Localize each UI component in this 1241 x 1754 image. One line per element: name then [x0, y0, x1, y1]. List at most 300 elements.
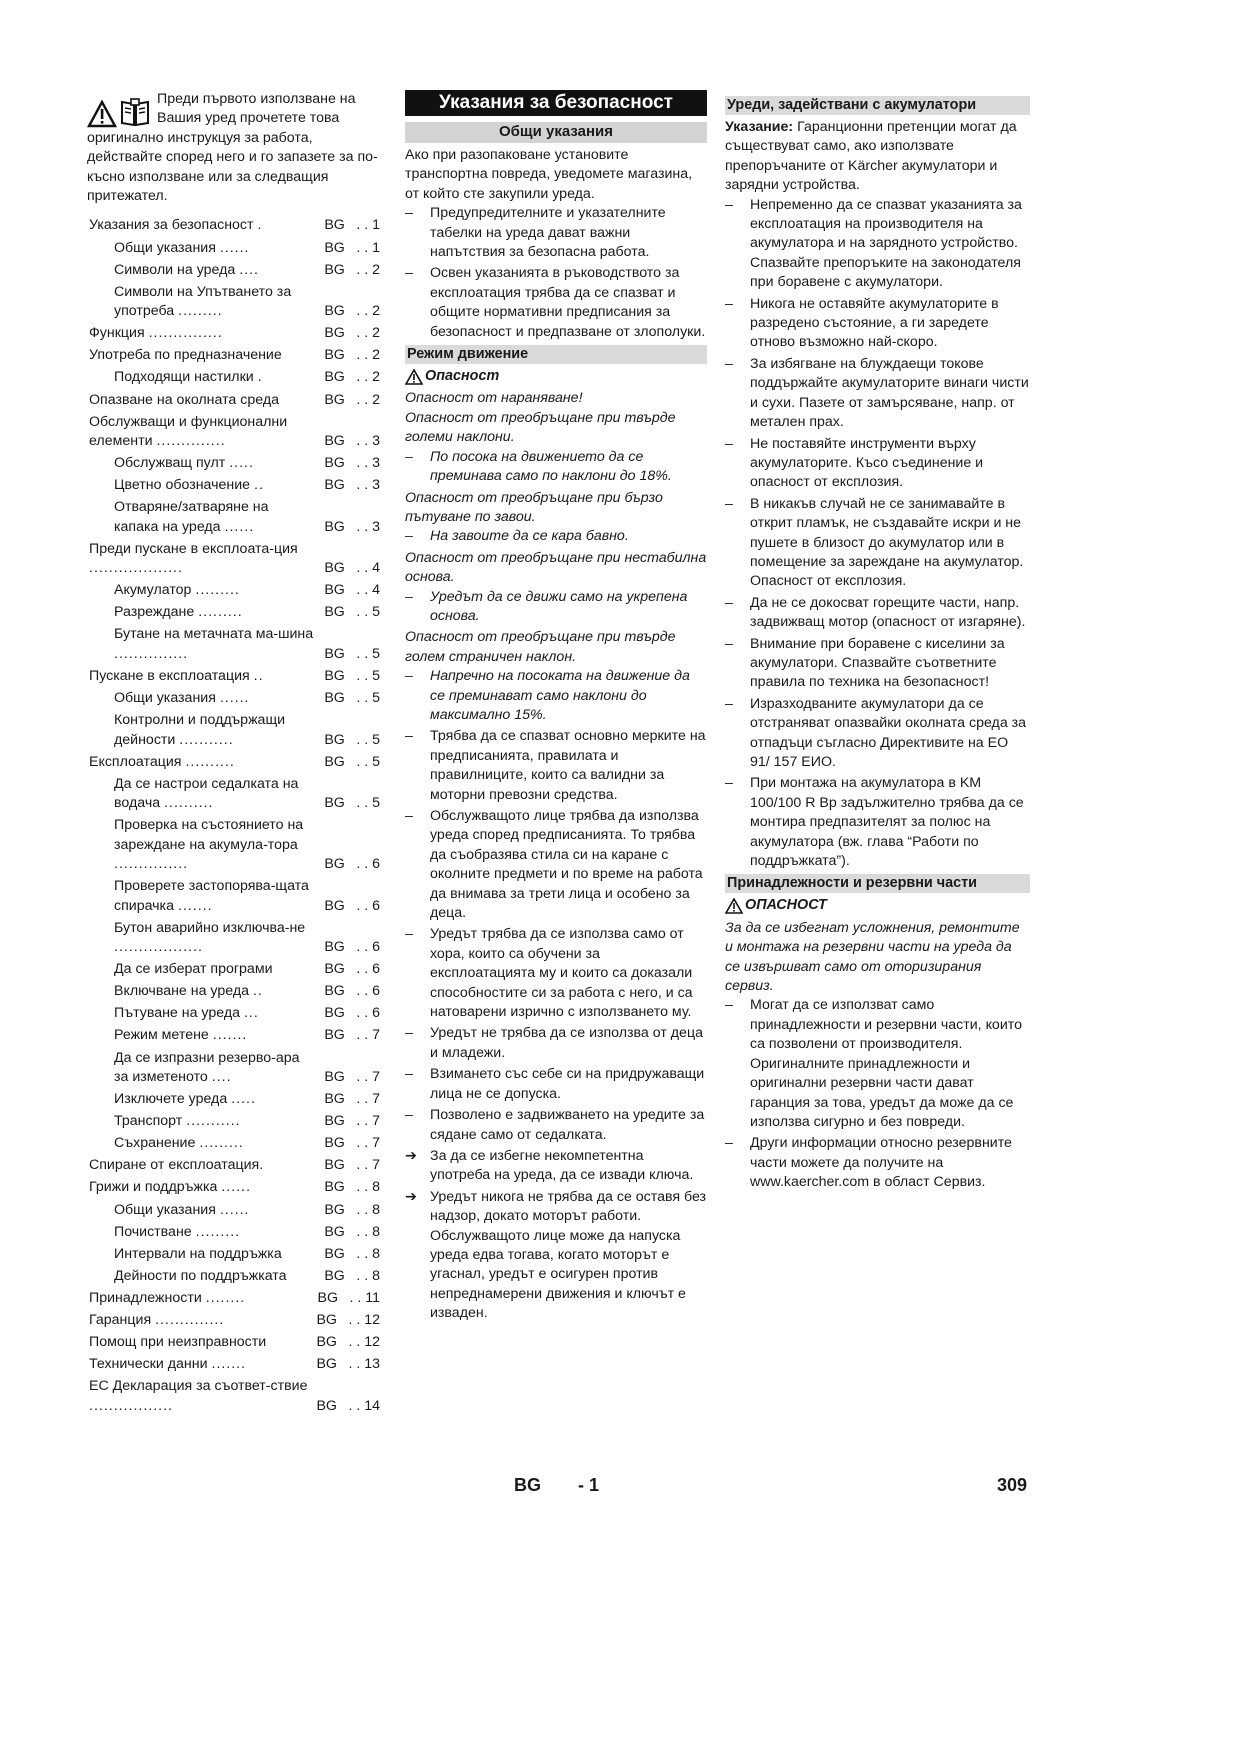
toc-entry-lang: BG: [324, 795, 345, 812]
toc-entry-ref: BG . . 2: [324, 368, 380, 387]
toc-entry-page: 4: [372, 560, 380, 577]
toc-entry-title: [114, 498, 316, 537]
toc-entry-title: [114, 982, 316, 1001]
parts-danger-label: ОПАСНОСТ: [745, 897, 827, 914]
dash-marker: –: [725, 196, 733, 213]
toc-entry-lang: BG: [324, 433, 345, 449]
toc-entry-dots: ...: [243, 1005, 259, 1022]
dash-marker: –: [405, 265, 413, 282]
toc-entry-dots: ......: [219, 1201, 250, 1218]
toc-entry-title: [89, 1355, 316, 1374]
toc-entry-text: Обслужващи и функционални елементи: [89, 413, 288, 449]
list-item: [725, 295, 1030, 353]
list-item-text: Позволено е задвижването на уредите за сядане само от седалката.: [430, 1107, 705, 1143]
list-item-text: Взимането със себе си на придружаващи лица не се допуска.: [430, 1066, 705, 1102]
toc-entry-ref: BG . . 8: [324, 1223, 380, 1242]
toc-entry: [89, 919, 384, 958]
toc-entry-page: 4: [372, 582, 380, 599]
toc-entry: [89, 1267, 384, 1286]
toc-entry-lang: BG: [324, 667, 345, 684]
toc-entry-page: 6: [372, 856, 380, 873]
toc-entry: [89, 1112, 384, 1131]
list-item-text: Уредът никога не трябва да се оставя без надзор, докато моторът работи. Обслужващото лице може да напуска уреда едва тогава, когато моторът е угаснал, уредът е осигурен против непреднамерени движения и ключът е изваден.: [430, 1188, 707, 1322]
toc-entry-text: Включване на уреда: [114, 983, 250, 1000]
toc-entry: [89, 1178, 384, 1197]
toc-entry: [89, 1049, 384, 1088]
toc-entry-page: 11: [365, 1289, 380, 1306]
toc-entry-dots: .........: [178, 303, 223, 320]
dash-marker: –: [725, 775, 733, 792]
toc-entry-dots: ..: [254, 477, 264, 494]
parts-heading: Принадлежности и резервни части: [725, 874, 1030, 893]
toc-entry-text: Пътуване на уреда: [114, 1005, 240, 1022]
toc-entry-lang: BG: [324, 1005, 345, 1022]
toc-entry-ref: BG . . 12: [316, 1311, 380, 1330]
danger-text: Опасност от преобръщане при твърде голем страничен наклон.: [405, 629, 676, 665]
toc-entry-dots: .......: [211, 1356, 247, 1373]
toc-entry-title: [114, 775, 316, 814]
toc-entry-text: Изключете уреда: [114, 1091, 228, 1108]
danger-list-item: [405, 667, 707, 725]
toc-entry-lang: BG: [324, 604, 345, 621]
dash-marker: –: [405, 1025, 413, 1042]
toc-entry-page: 6: [372, 939, 380, 956]
toc-entry-page: 5: [372, 731, 380, 748]
list-item-text: Непременно да се спазват указанията за експлоатация на производителя на акумулатора и на зарядното устройство. Спазвайте препоръките на законодателя при боравене с акумулатори.: [750, 196, 1022, 291]
toc-entry-ref: BG . . 13: [316, 1355, 380, 1374]
toc-entry-ref: BG . . 8: [324, 1267, 380, 1286]
toc-entry-text: Подходящи настилки: [114, 369, 254, 386]
toc-entry-title: [114, 919, 316, 958]
toc-entry-page: 1: [372, 217, 380, 234]
toc-entry-dots: .......: [212, 1027, 248, 1044]
toc-entry-ref: BG . . 7: [324, 1134, 380, 1153]
toc-entry-page: 14: [364, 1397, 380, 1414]
dash-marker: –: [405, 728, 413, 745]
toc-entry-text: Спиране от експлоатация.: [89, 1157, 264, 1174]
toc-entry-dots: ....: [239, 261, 259, 278]
toc-entry-dots: ........: [205, 1289, 246, 1306]
toc-entry-dots: ...................: [89, 560, 183, 577]
dash-marker: –: [725, 635, 733, 652]
toc-entry-dots: ..........: [164, 795, 214, 812]
toc-entry-dots: ......: [219, 690, 250, 707]
footer-page-ref: - 1: [578, 1475, 600, 1495]
toc-entry-ref: BG . . 4: [324, 581, 380, 600]
toc-entry-page: 2: [372, 325, 380, 342]
toc-entry: [89, 540, 384, 579]
toc-entry-dots: ..................: [114, 939, 203, 956]
table-of-contents: [89, 216, 384, 1416]
toc-entry-dots: .................: [89, 1397, 174, 1414]
toc-entry-dots: .........: [198, 604, 243, 621]
list-item-text: За да се избегне некомпетентна употреба на уреда, да се извади ключа.: [430, 1147, 694, 1184]
toc-entry-page: 8: [372, 1179, 380, 1196]
list-item: [725, 594, 1030, 633]
toc-entry: [89, 391, 384, 410]
toc-entry-lang: BG: [324, 582, 345, 599]
toc-entry-page: 5: [372, 795, 380, 812]
toc-entry-ref: BG . . 2: [324, 346, 380, 365]
dash-marker: –: [405, 1066, 413, 1083]
list-item-text: Никога не оставяйте акумулаторите в разредено състояние, а ги заредете отново възможно най-скоро.: [750, 295, 999, 351]
danger-text: Опасност от преобръщане при бързо пътуване по завои.: [405, 489, 663, 525]
toc-entry-page: 13: [364, 1356, 380, 1373]
toc-entry-ref: BG . . 3: [324, 476, 380, 495]
dash-marker: –: [725, 594, 733, 611]
arrow-list: [405, 1147, 707, 1324]
list-item: [405, 1188, 707, 1324]
battery-items-list: [725, 196, 1030, 872]
toc-entry-lang: BG: [324, 1179, 345, 1196]
toc-entry-text: Гаранция: [89, 1311, 152, 1328]
danger-list-item: [405, 448, 707, 487]
list-item: [405, 807, 707, 923]
toc-entry-text: Функция: [89, 325, 145, 342]
rules-list: [405, 727, 707, 1145]
toc-entry-ref: BG . . 14: [316, 1397, 380, 1416]
toc-entry-page: 7: [372, 1027, 380, 1044]
toc-entry-ref: BG . . 6: [324, 982, 380, 1001]
toc-entry-text: Общи указания: [114, 690, 216, 707]
toc-entry: [89, 454, 384, 473]
note-label: Указание:: [725, 119, 794, 135]
toc-entry-dots: ......: [219, 239, 250, 256]
toc-entry-page: 6: [372, 983, 380, 1000]
toc-entry-page: 1: [372, 239, 380, 256]
toc-entry-lang: BG: [324, 518, 345, 535]
toc-entry-page: 12: [364, 1311, 380, 1328]
toc-entry-page: 5: [372, 645, 380, 662]
toc-entry-lang: BG: [324, 477, 345, 494]
toc-entry-lang: BG: [324, 645, 345, 662]
toc-entry-dots: .: [257, 217, 263, 234]
toc-entry-title: [114, 454, 316, 473]
toc-entry-page: 3: [372, 477, 380, 494]
toc-entry-ref: BG . . 7: [324, 1026, 380, 1045]
arrow-icon: ➔: [405, 1188, 417, 1205]
toc-entry-text: Общи указания: [114, 1201, 216, 1218]
manual-book-icon: [119, 98, 151, 128]
toc-entry-dots: ...............: [148, 325, 223, 342]
toc-entry-dots: ..........: [185, 753, 235, 770]
toc-entry-ref: BG . . 5: [324, 645, 380, 664]
toc-entry-dots: ......: [221, 1179, 252, 1196]
toc-entry-text: Разреждане: [114, 604, 195, 621]
toc-entry-page: 7: [372, 1068, 380, 1085]
toc-entry-title: [89, 540, 316, 579]
toc-entry-lang: BG: [324, 1267, 345, 1284]
toc-entry-text: Да се настрои седалката на водача: [114, 775, 299, 812]
dash-marker: –: [405, 808, 413, 824]
toc-entry-lang: BG: [324, 939, 345, 956]
battery-note: [725, 118, 1030, 196]
danger-heading: [405, 367, 707, 386]
toc-entry-text: ЕС Декларация за съответ-ствие: [89, 1378, 308, 1395]
toc-entry-page: 8: [372, 1267, 380, 1284]
toc-entry: [89, 982, 384, 1001]
toc-entry-title: [114, 1004, 316, 1023]
toc-entry-ref: BG . . 6: [324, 897, 380, 916]
toc-entry-title: [114, 1026, 316, 1045]
toc-entry-title: [114, 711, 316, 750]
dash-marker: –: [725, 1135, 733, 1152]
list-item-text: Изразходваните акумулатори да се отстраняват опазвайки околната среда за отпадъци съгласно Директивите на ЕО 91/ 157 ЕИО.: [750, 695, 1027, 770]
dash-marker: –: [405, 588, 413, 605]
toc-entry-title: [89, 753, 316, 772]
toc-entry-lang: BG: [324, 1223, 345, 1240]
dash-marker: –: [725, 495, 733, 512]
list-item-text: Внимание при боравене с киселини за акумулатори. Спазвайте съответните правила по техника на безопасност!: [750, 635, 1005, 691]
toc-entry-lang: BG: [324, 856, 345, 873]
toc-entry-ref: BG . . 12: [316, 1333, 380, 1352]
toc-entry-lang: BG: [316, 1397, 337, 1414]
toc-entry-page: 7: [372, 1157, 380, 1174]
toc-entry-title: [114, 877, 316, 916]
list-item-text: Не поставяйте инструменти върху акумулаторите. Късо съединение и опасност от експлозия.: [750, 435, 984, 491]
list-item: [725, 196, 1030, 293]
list-item: [725, 695, 1030, 773]
section-title-safety: Указания за безопасност: [405, 90, 707, 116]
toc-entry-dots: ...............: [114, 856, 189, 873]
toc-entry-title: [89, 216, 316, 235]
toc-entry-lang: BG: [324, 303, 345, 320]
toc-entry: [89, 1245, 384, 1264]
toc-entry: [89, 753, 384, 772]
toc-entry-text: Да се изберат програми: [114, 961, 273, 978]
dash-marker: –: [405, 528, 413, 545]
toc-entry-ref: BG . . 2: [324, 261, 380, 280]
toc-entry-page: 7: [372, 1091, 380, 1108]
toc-entry-ref: BG . . 2: [324, 302, 380, 321]
intro-block: [87, 90, 384, 206]
dash-marker: –: [405, 926, 413, 943]
toc-entry-dots: ....: [211, 1068, 232, 1085]
warning-triangle-icon: [87, 100, 117, 128]
toc-entry-ref: BG . . 2: [324, 391, 380, 410]
toc-entry-text: Употреба по предназначение: [89, 347, 282, 364]
toc-entry-lang: BG: [324, 690, 345, 707]
list-item-text: Други информации относно резервните части можете да получите на www.kaercher.com в област Сервиз.: [750, 1135, 1012, 1191]
toc-entry-ref: BG . . 11: [317, 1289, 380, 1308]
danger-text: Опасност от нараняване!: [405, 390, 583, 407]
toc-entry: [89, 816, 384, 874]
general-notes-heading: Общи указания: [405, 122, 707, 143]
toc-entry: [89, 689, 384, 708]
toc-entry-ref: BG . . 6: [324, 855, 380, 874]
toc-entry-dots: .........: [195, 1223, 241, 1240]
toc-entry-text: Съхранение: [114, 1135, 196, 1152]
list-item: [405, 264, 707, 342]
toc-entry-title: [114, 960, 316, 979]
toc-entry-text: Проверка на състоянието на зареждане на акумула-тора: [114, 817, 304, 853]
toc-entry-page: 2: [372, 261, 380, 278]
toc-entry: [89, 711, 384, 750]
toc-entry-lang: BG: [324, 983, 345, 1000]
toc-entry-lang: BG: [324, 897, 345, 914]
toc-entry-ref: BG . . 6: [324, 938, 380, 957]
toc-entry-ref: BG . . 5: [324, 603, 380, 622]
toc-entry: [89, 1311, 384, 1330]
toc-entry-title: [89, 413, 316, 452]
list-item-text: Предупредителните и указателните табелки на уреда дават важни напътствия за безопасна работа.: [430, 205, 666, 261]
list-item-text: Да не се докосват горещите части, напр. задвижващ мотор (опасност от изгаряне).: [750, 594, 1026, 631]
danger-label: Опасност: [425, 368, 500, 385]
toc-entry-dots: ..: [253, 667, 264, 684]
danger-text: Опасност от преобръщане при нестабилна основа.: [405, 549, 707, 586]
toc-entry-title: [89, 1377, 316, 1416]
toc-entry-ref: BG . . 8: [324, 1178, 380, 1197]
danger-list-item: [405, 588, 707, 627]
toc-entry-title: [114, 1090, 316, 1109]
toc-entry-title: [89, 1333, 316, 1352]
toc-entry-page: 8: [372, 1201, 380, 1218]
toc-entry-ref: BG . . 3: [324, 454, 380, 473]
dash-marker: –: [405, 1107, 413, 1124]
toc-entry-lang: BG: [324, 961, 345, 978]
dash-marker: –: [725, 355, 733, 372]
toc-entry-page: 8: [372, 1245, 380, 1262]
list-item: [725, 495, 1030, 592]
dash-marker: –: [725, 997, 733, 1014]
dash-marker: –: [725, 695, 733, 712]
toc-entry-title: [89, 391, 316, 410]
toc-entry-lang: BG: [316, 1311, 337, 1328]
toc-entry-title: [89, 667, 316, 686]
toc-entry-lang: BG: [324, 261, 345, 278]
toc-entry-page: 6: [372, 1005, 380, 1022]
list-item-text: Освен указанията в ръководството за експлоатация трябва да се спазват и общите нормативни предписания за безопасност и предпазване от злополуки.: [430, 265, 706, 340]
list-item: [405, 1147, 707, 1186]
toc-entry: [89, 283, 384, 322]
toc-entry-title: [114, 581, 316, 600]
toc-entry-page: 2: [372, 347, 380, 364]
toc-entry-text: Контролни и поддържащи дейности: [114, 712, 286, 748]
toc-entry-title: [114, 1267, 316, 1286]
general-items-list: [405, 204, 707, 342]
toc-entry-ref: BG . . 5: [324, 794, 380, 813]
toc-entry-page: 3: [372, 518, 380, 535]
toc-entry: [89, 261, 384, 280]
toc-entry: [89, 346, 384, 365]
toc-entry-lang: BG: [324, 217, 345, 234]
toc-entry-dots: ..............: [156, 433, 226, 449]
toc-entry-lang: BG: [324, 1135, 345, 1152]
toc-entry: [89, 476, 384, 495]
toc-entry-text: Обслужващ пулт: [114, 455, 226, 472]
toc-entry-page: 3: [372, 455, 380, 472]
list-item: [405, 1106, 707, 1145]
toc-entry-page: 7: [372, 1113, 380, 1130]
toc-entry-title: [114, 689, 316, 708]
list-item: [405, 727, 707, 805]
toc-entry-page: 2: [372, 303, 380, 320]
dash-marker: –: [405, 205, 413, 222]
toc-entry-text: Цветно обозначение: [114, 477, 251, 494]
middle-column: [405, 90, 707, 1326]
toc-entry: [89, 324, 384, 343]
parts-danger-text: За да се избегнат усложнения, ремонтите и монтажа на резервни части на уреда да се извършват само от оторизирания сервиз.: [725, 919, 1020, 995]
toc-entry: [89, 413, 384, 452]
dash-marker: –: [405, 668, 413, 685]
toc-entry: [89, 368, 384, 387]
list-item-text: Трябва да се спазват основно мерките на предписанията, правилата и правилниците, които са валидни за моторни превозни средства.: [430, 728, 706, 803]
toc-entry: [89, 581, 384, 600]
note-text: Гаранционни претенции могат да съществуват само, ако използвате препоръчаните от Kärcher акумулатори и зарядни устройства.: [725, 119, 1017, 194]
toc-entry-dots: .........: [195, 582, 240, 599]
toc-entry-lang: BG: [324, 1245, 345, 1262]
right-column: [725, 90, 1030, 1195]
toc-entry-text: Опазване на околната среда: [89, 391, 279, 408]
toc-entry: [89, 239, 384, 258]
toc-entry-ref: BG . . 2: [324, 324, 380, 343]
toc-entry-title: [114, 239, 316, 258]
toc-entry: [89, 877, 384, 916]
toc-entry-page: 5: [372, 604, 380, 621]
footer-page-number: 309: [997, 1475, 1028, 1495]
toc-entry-ref: BG . . 3: [324, 432, 380, 451]
toc-entry-text: Проверете застопорява-щата спирачка: [114, 878, 309, 914]
toc-entry-text: Технически данни: [89, 1356, 208, 1373]
parts-danger-heading: [725, 896, 1030, 915]
toc-entry-text: Преди пускане в експлоата-ция: [89, 540, 298, 557]
toc-entry-ref: BG . . 8: [324, 1245, 380, 1264]
toc-entry-text: Принадлежности: [89, 1289, 202, 1306]
toc-entry-title: [114, 368, 316, 387]
toc-entry-ref: BG . . 4: [324, 559, 380, 578]
toc-entry: [89, 625, 384, 664]
toc-entry-text: Да се изпразни резерво-ара за изметеното: [114, 1049, 300, 1085]
list-item: [405, 925, 707, 1022]
toc-entry-title: [114, 1112, 316, 1131]
toc-entry-title: [114, 1245, 316, 1264]
list-item: [405, 204, 707, 262]
toc-entry-lang: BG: [324, 1157, 345, 1174]
toc-entry-lang: BG: [324, 1113, 345, 1130]
toc-entry-ref: BG . . 1: [324, 216, 380, 235]
toc-entry-ref: BG . . 5: [324, 667, 380, 686]
warning-triangle-icon: [405, 369, 423, 385]
toc-entry-title: [114, 476, 316, 495]
list-item: [405, 1024, 707, 1063]
toc-entry: [89, 667, 384, 686]
toc-entry: [89, 1223, 384, 1242]
toc-entry-lang: BG: [324, 731, 345, 748]
toc-entry-lang: BG: [317, 1289, 338, 1306]
warning-triangle-icon: [725, 898, 743, 914]
toc-entry: [89, 1201, 384, 1220]
toc-entry-page: 2: [372, 369, 380, 386]
toc-entry-dots: ..: [252, 983, 263, 1000]
toc-entry-text: Пускане в експлоатация: [89, 667, 250, 684]
toc-entry-dots: .: [257, 369, 263, 386]
arrow-icon: ➔: [405, 1147, 417, 1164]
toc-entry-text: Отваряне/затваряне на капака на уреда: [114, 499, 269, 535]
toc-entry-text: Режим метене: [114, 1027, 209, 1044]
intro-icons: [87, 94, 153, 128]
toc-entry-page: 6: [372, 897, 380, 914]
toc-entry-lang: BG: [316, 1334, 337, 1351]
toc-entry-page: 3: [372, 433, 380, 449]
dash-marker: –: [725, 435, 733, 452]
toc-entry-text: Общи указания: [114, 239, 216, 256]
toc-entry-ref: BG . . 5: [324, 689, 380, 708]
toc-entry-lang: BG: [324, 1091, 345, 1108]
list-item: [405, 1065, 707, 1104]
list-item: [725, 635, 1030, 693]
list-item-text: В никакъв случай не се занимавайте в открит пламък, не създавайте искри и не пушете в близост до акумулатор или в помещение за зареждане на акумулатор. Опасност от експлозия.: [750, 495, 1024, 590]
list-item-text: Уредът не трябва да се използва от деца и младежи.: [430, 1025, 703, 1061]
